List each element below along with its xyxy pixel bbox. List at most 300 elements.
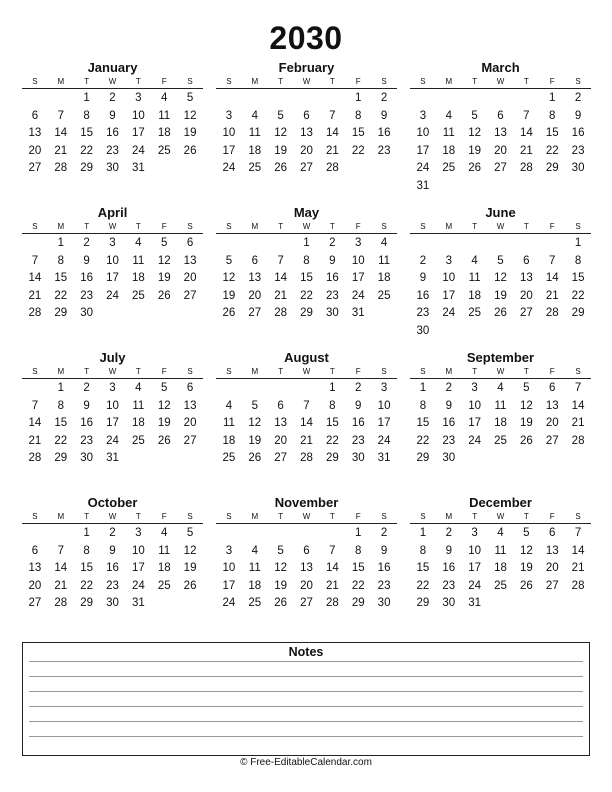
- day-cell: 18: [248, 144, 262, 157]
- day-cell: 29: [80, 597, 94, 609]
- day-cell: 6: [31, 109, 39, 122]
- weekday-header: [216, 75, 397, 89]
- day-cell: 3: [225, 544, 233, 557]
- day-cell: 7: [31, 399, 39, 412]
- day-cell: 18: [248, 579, 262, 592]
- day-cell: 22: [80, 579, 94, 592]
- weekday-label: W: [302, 367, 311, 376]
- day-cell: 7: [57, 544, 64, 557]
- day-cell: 11: [222, 417, 235, 429]
- day-cell: 26: [274, 597, 288, 609]
- day-cell: 5: [186, 527, 194, 539]
- weekday-label: F: [355, 367, 361, 376]
- day-cell: 23: [571, 144, 585, 157]
- day-cell: 25: [157, 579, 171, 592]
- day-cell: 8: [355, 544, 362, 557]
- weekday-label: S: [575, 77, 581, 86]
- day-cell: 20: [274, 434, 288, 447]
- day-cell: 10: [416, 127, 430, 139]
- notes-line: [29, 661, 583, 662]
- day-cell: 17: [468, 417, 482, 429]
- day-cell: 10: [222, 127, 236, 139]
- day-cell: 13: [519, 272, 533, 284]
- day-cell: 2: [445, 527, 452, 539]
- empty-cell: [22, 380, 48, 398]
- day-cell: 25: [248, 597, 262, 609]
- day-cell: 9: [380, 544, 388, 557]
- day-cell: 2: [574, 92, 582, 104]
- day-cell: 8: [83, 544, 90, 557]
- empty-cell: [268, 235, 294, 253]
- day-cell: 14: [28, 417, 42, 429]
- day-cell: 30: [325, 307, 339, 319]
- day-cell: 18: [494, 562, 507, 574]
- day-cell: 9: [380, 109, 388, 122]
- weekday-label: W: [108, 77, 117, 86]
- notes-box[interactable]: [22, 642, 590, 756]
- weekday-label: T: [523, 222, 529, 231]
- weekday-label: F: [161, 512, 167, 521]
- day-cell: 4: [445, 109, 452, 122]
- day-cell: 21: [28, 434, 42, 447]
- day-cell: 20: [183, 417, 197, 429]
- month-september: [410, 350, 591, 468]
- day-cell: 21: [545, 289, 559, 302]
- empty-cell: [319, 90, 345, 108]
- weekday-label: S: [32, 77, 38, 86]
- day-cell: 19: [183, 127, 197, 139]
- day-cell: 20: [545, 417, 559, 429]
- day-cell: 24: [131, 579, 145, 592]
- day-cell: 14: [325, 127, 339, 139]
- day-cell: 2: [83, 237, 90, 249]
- day-cell: 26: [157, 434, 171, 447]
- weekday-label: T: [84, 222, 90, 231]
- day-cell: 2: [380, 92, 388, 104]
- day-cell: 22: [416, 434, 430, 447]
- day-cell: 14: [325, 562, 339, 574]
- empty-cell: [539, 235, 565, 253]
- day-cell: 21: [54, 579, 68, 592]
- day-cell: 27: [183, 434, 197, 447]
- day-cell: 14: [519, 127, 533, 139]
- day-cell: 10: [351, 254, 365, 267]
- weekday-label: F: [161, 367, 167, 376]
- day-cell: 13: [28, 127, 42, 139]
- day-cell: 8: [57, 399, 64, 412]
- notes-line: [29, 676, 583, 677]
- notes-title: Notes: [288, 645, 324, 659]
- day-cell: 24: [468, 579, 482, 592]
- weekday-label: F: [549, 77, 555, 86]
- day-cell: 14: [300, 417, 313, 429]
- day-cell: 28: [571, 434, 585, 447]
- day-cell: 14: [571, 544, 585, 557]
- day-cell: 22: [54, 434, 68, 447]
- day-cell: 29: [351, 597, 365, 609]
- day-cell: 30: [442, 452, 456, 464]
- day-cell: 16: [325, 272, 339, 284]
- day-cell: 5: [523, 527, 530, 539]
- day-cell: 12: [494, 272, 507, 284]
- day-cell: 27: [494, 162, 507, 174]
- weekday-label: T: [278, 77, 284, 86]
- day-cell: 3: [225, 109, 233, 122]
- day-cell: 26: [222, 307, 236, 319]
- day-cell: 25: [248, 162, 262, 174]
- day-cell: 26: [248, 452, 262, 464]
- day-cell: 16: [351, 417, 365, 429]
- day-cell: 7: [549, 254, 556, 267]
- day-cell: 28: [54, 162, 68, 174]
- day-cell: 8: [83, 109, 90, 122]
- day-cell: 11: [494, 399, 507, 412]
- empty-cell: [242, 525, 268, 543]
- weekday-label: W: [302, 512, 311, 521]
- day-grid: [410, 235, 591, 340]
- day-cell: 14: [545, 272, 559, 284]
- day-cell: 10: [106, 254, 119, 267]
- day-cell: 6: [186, 382, 194, 394]
- day-cell: 28: [300, 452, 313, 464]
- weekday-label: S: [32, 222, 38, 231]
- weekday-label: W: [496, 222, 505, 231]
- day-cell: 20: [28, 579, 42, 592]
- day-cell: 24: [351, 289, 365, 302]
- weekday-label: T: [523, 367, 529, 376]
- day-cell: 28: [325, 597, 339, 609]
- weekday-header: [22, 510, 203, 524]
- day-cell: 20: [300, 579, 313, 592]
- day-cell: 24: [377, 434, 391, 447]
- month-december: [410, 495, 591, 613]
- day-cell: 1: [419, 527, 427, 539]
- day-cell: 31: [131, 162, 145, 174]
- day-cell: 30: [377, 597, 391, 609]
- day-cell: 19: [519, 417, 533, 429]
- day-cell: 30: [80, 452, 94, 464]
- weekday-label: S: [187, 512, 193, 521]
- day-cell: 22: [416, 579, 430, 592]
- day-grid: [216, 235, 397, 323]
- weekday-label: S: [187, 222, 193, 231]
- day-cell: 4: [251, 544, 258, 557]
- day-cell: 12: [468, 127, 482, 139]
- weekday-label: S: [381, 222, 387, 231]
- weekday-label: S: [420, 367, 426, 376]
- weekday-label: S: [381, 367, 387, 376]
- day-cell: 14: [28, 272, 42, 284]
- day-cell: 31: [468, 597, 482, 609]
- day-cell: 24: [468, 434, 482, 447]
- day-cell: 22: [351, 579, 365, 592]
- day-cell: 1: [303, 237, 310, 249]
- day-cell: 25: [131, 434, 145, 447]
- day-cell: 23: [80, 289, 94, 302]
- weekday-label: S: [32, 367, 38, 376]
- weekday-header: [410, 75, 591, 89]
- day-cell: 15: [351, 127, 365, 139]
- weekday-header: [216, 510, 397, 524]
- empty-cell: [242, 90, 268, 108]
- day-cell: 6: [277, 399, 284, 412]
- day-cell: 10: [442, 272, 456, 284]
- day-cell: 25: [442, 162, 456, 174]
- day-cell: 10: [131, 544, 145, 557]
- day-cell: 3: [109, 382, 116, 394]
- day-cell: 9: [355, 399, 362, 412]
- day-cell: 3: [135, 92, 142, 104]
- day-cell: 23: [377, 144, 391, 157]
- notes-line: [29, 736, 583, 737]
- weekday-label: M: [445, 222, 453, 231]
- day-cell: 18: [222, 434, 236, 447]
- day-cell: 26: [468, 162, 482, 174]
- day-cell: 12: [519, 399, 533, 412]
- day-cell: 24: [131, 144, 145, 157]
- day-cell: 8: [419, 399, 427, 412]
- day-cell: 21: [274, 289, 288, 302]
- day-cell: 16: [80, 417, 94, 429]
- day-cell: 23: [416, 307, 430, 319]
- weekday-label: M: [57, 222, 65, 231]
- day-cell: 1: [355, 527, 362, 539]
- day-cell: 20: [300, 144, 313, 157]
- day-cell: 19: [274, 579, 288, 592]
- day-cell: 12: [274, 562, 288, 574]
- weekday-label: T: [84, 512, 90, 521]
- month-name: June: [485, 205, 516, 220]
- day-cell: 5: [277, 544, 284, 557]
- day-cell: 16: [442, 417, 456, 429]
- empty-cell: [436, 235, 462, 253]
- day-cell: 1: [83, 527, 90, 539]
- weekday-label: F: [161, 77, 167, 86]
- day-cell: 15: [80, 127, 94, 139]
- empty-cell: [216, 525, 242, 543]
- weekday-label: T: [135, 512, 141, 521]
- day-cell: 17: [351, 272, 365, 284]
- day-cell: 23: [442, 579, 456, 592]
- day-cell: 4: [497, 527, 504, 539]
- day-grid: [216, 525, 397, 613]
- empty-cell: [462, 90, 488, 108]
- day-cell: 28: [545, 307, 559, 319]
- day-cell: 12: [222, 272, 236, 284]
- day-cell: 3: [109, 237, 116, 249]
- day-cell: 6: [303, 109, 310, 122]
- day-cell: 30: [106, 162, 119, 174]
- weekday-label: S: [420, 77, 426, 86]
- day-cell: 13: [300, 562, 313, 574]
- day-cell: 15: [54, 272, 68, 284]
- day-cell: 10: [222, 562, 236, 574]
- day-cell: 19: [494, 289, 507, 302]
- day-cell: 1: [355, 92, 362, 104]
- month-july: [22, 350, 203, 468]
- day-cell: 30: [80, 307, 94, 319]
- day-cell: 12: [248, 417, 262, 429]
- month-may: [216, 205, 397, 323]
- weekday-label: S: [226, 222, 232, 231]
- day-cell: 5: [225, 254, 233, 267]
- day-cell: 21: [325, 579, 339, 592]
- day-cell: 19: [248, 434, 262, 447]
- day-cell: 21: [519, 144, 533, 157]
- day-cell: 19: [274, 144, 288, 157]
- day-cell: 7: [57, 109, 64, 122]
- day-cell: 25: [494, 434, 507, 447]
- empty-cell: [216, 380, 242, 398]
- empty-cell: [22, 525, 48, 543]
- day-cell: 16: [106, 127, 119, 139]
- weekday-label: S: [575, 367, 581, 376]
- day-cell: 17: [222, 144, 236, 157]
- day-cell: 2: [109, 92, 116, 104]
- day-cell: 16: [80, 272, 94, 284]
- month-name: October: [87, 495, 138, 510]
- weekday-label: F: [355, 77, 361, 86]
- day-cell: 20: [545, 562, 559, 574]
- day-grid: [22, 525, 203, 613]
- month-name: April: [97, 205, 128, 220]
- day-cell: 22: [545, 144, 559, 157]
- year-title: 2030: [269, 20, 343, 56]
- month-name: May: [293, 205, 320, 220]
- day-cell: 27: [183, 289, 197, 302]
- month-name: January: [87, 60, 138, 75]
- day-cell: 14: [54, 127, 68, 139]
- day-cell: 9: [83, 399, 90, 412]
- day-cell: 11: [248, 127, 261, 139]
- day-cell: 8: [355, 109, 362, 122]
- day-cell: 21: [300, 434, 313, 447]
- day-cell: 7: [303, 399, 310, 412]
- day-cell: 1: [549, 92, 556, 104]
- day-cell: 19: [468, 144, 482, 157]
- day-cell: 6: [497, 109, 504, 122]
- day-cell: 13: [545, 399, 559, 412]
- weekday-label: W: [496, 367, 505, 376]
- weekday-label: S: [226, 512, 232, 521]
- weekday-label: S: [575, 222, 581, 231]
- day-cell: 18: [157, 127, 171, 139]
- day-cell: 16: [106, 562, 119, 574]
- weekday-label: T: [329, 222, 335, 231]
- day-cell: 12: [157, 399, 171, 412]
- day-cell: 21: [571, 417, 585, 429]
- day-cell: 12: [157, 254, 171, 267]
- empty-cell: [22, 235, 48, 253]
- day-cell: 10: [106, 399, 119, 412]
- day-cell: 22: [80, 144, 94, 157]
- day-cell: 26: [494, 307, 507, 319]
- day-cell: 6: [251, 254, 258, 267]
- weekday-label: S: [226, 77, 232, 86]
- day-cell: 5: [161, 382, 168, 394]
- day-cell: 11: [132, 254, 145, 267]
- day-cell: 24: [416, 162, 430, 174]
- day-cell: 4: [135, 382, 142, 394]
- day-cell: 6: [186, 237, 194, 249]
- empty-cell: [488, 235, 514, 253]
- day-cell: 6: [549, 527, 556, 539]
- weekday-label: F: [161, 222, 167, 231]
- day-cell: 26: [183, 144, 197, 157]
- weekday-label: S: [187, 77, 193, 86]
- day-cell: 15: [325, 417, 339, 429]
- day-cell: 27: [28, 162, 42, 174]
- day-cell: 26: [519, 579, 533, 592]
- day-cell: 9: [445, 544, 452, 557]
- day-cell: 16: [377, 562, 391, 574]
- day-cell: 11: [378, 254, 391, 267]
- weekday-label: M: [57, 512, 65, 521]
- day-cell: 10: [468, 399, 482, 412]
- weekday-label: W: [496, 77, 505, 86]
- weekday-label: F: [355, 222, 361, 231]
- weekday-label: M: [251, 367, 259, 376]
- weekday-label: T: [523, 77, 529, 86]
- day-cell: 17: [416, 144, 430, 157]
- empty-cell: [216, 235, 242, 253]
- day-cell: 9: [329, 254, 336, 267]
- weekday-header: [216, 365, 397, 379]
- day-cell: 16: [442, 562, 456, 574]
- empty-cell: [242, 235, 268, 253]
- day-cell: 7: [523, 109, 530, 122]
- day-cell: 8: [574, 254, 582, 267]
- weekday-label: W: [302, 77, 311, 86]
- month-name: December: [469, 495, 532, 510]
- day-cell: 18: [157, 562, 171, 574]
- day-cell: 14: [274, 272, 288, 284]
- notes-line: [29, 721, 583, 722]
- day-cell: 2: [380, 527, 388, 539]
- day-cell: 8: [303, 254, 310, 267]
- day-cell: 13: [494, 127, 507, 139]
- month-august: [216, 350, 397, 468]
- weekday-header: [22, 365, 203, 379]
- day-cell: 3: [419, 109, 427, 122]
- day-cell: 19: [519, 562, 533, 574]
- day-cell: 20: [183, 272, 197, 284]
- empty-cell: [268, 525, 294, 543]
- footer-credit: © Free-EditableCalendar.com: [240, 757, 372, 768]
- day-cell: 6: [31, 544, 39, 557]
- day-cell: 17: [377, 417, 391, 429]
- day-cell: 27: [545, 579, 559, 592]
- day-cell: 13: [545, 544, 559, 557]
- day-cell: 2: [419, 254, 427, 267]
- day-cell: 28: [28, 307, 42, 319]
- day-cell: 3: [471, 527, 478, 539]
- day-grid: [22, 235, 203, 323]
- day-cell: 22: [300, 289, 313, 302]
- day-cell: 29: [416, 597, 430, 609]
- day-cell: 3: [135, 527, 142, 539]
- day-cell: 15: [300, 272, 313, 284]
- day-cell: 14: [54, 562, 68, 574]
- day-cell: 18: [131, 272, 145, 284]
- day-cell: 15: [416, 562, 430, 574]
- day-cell: 29: [80, 162, 94, 174]
- month-january: [22, 60, 203, 178]
- day-cell: 4: [380, 237, 388, 249]
- day-grid: [410, 90, 591, 195]
- day-cell: 25: [157, 144, 171, 157]
- day-cell: 21: [571, 562, 585, 574]
